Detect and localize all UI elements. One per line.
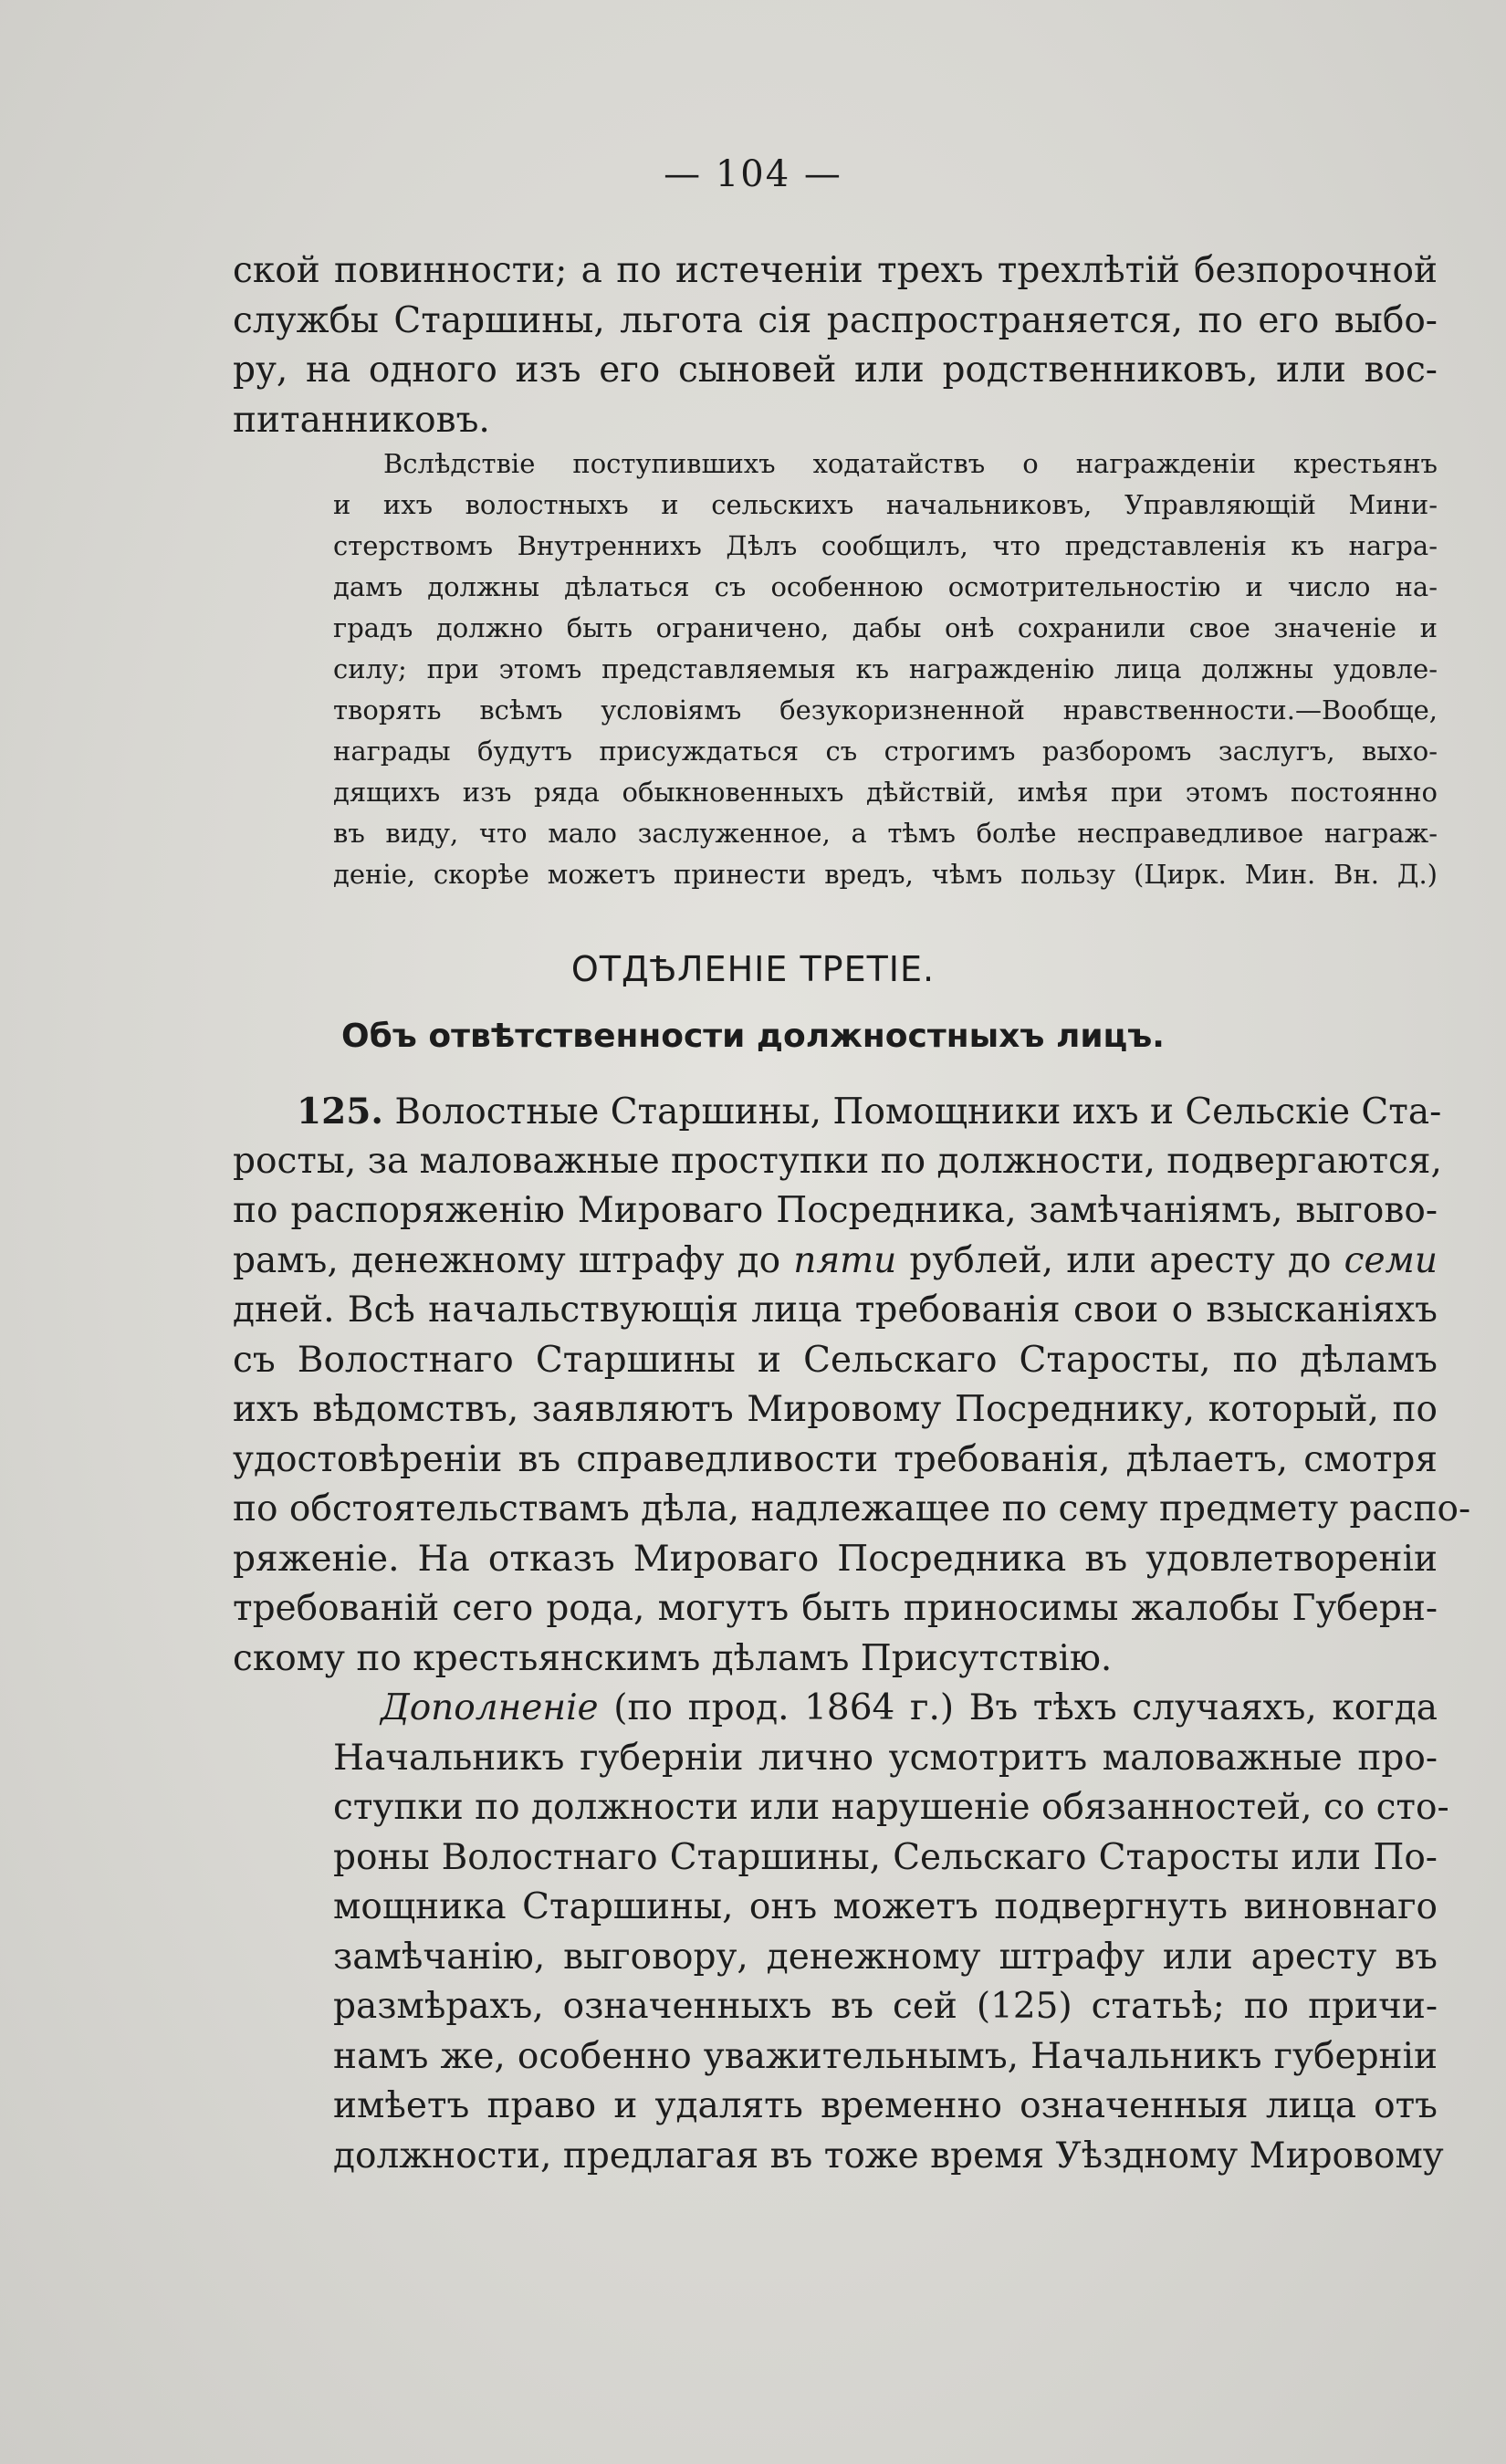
text-line: 125. Волостные Старшины, Помощники ихъ и Сельскіе Ста-	[297, 1091, 1442, 1133]
text-line: дамъ должны дѣлаться съ особенною осмотрительностію и число на-	[333, 571, 1438, 602]
text-line: размѣрахъ, означенныхъ въ сей (125) статьѣ; по причи-	[333, 1986, 1438, 2027]
text-line: мощника Старшины, онъ можетъ подвергнуть виновнаго	[333, 1886, 1438, 1927]
text-line: намъ же, особенно уважительнымъ, Начальникъ губерніи	[333, 2035, 1438, 2077]
note-paragraph	[333, 444, 1438, 895]
supplement-label: Дополненіе	[381, 1687, 599, 1728]
text-line: скому по крестьянскимъ дѣламъ Присутствію.	[233, 1637, 1113, 1679]
text-line: ряженіе. На отказъ Мироваго Посредника въ удовлетвореніи	[233, 1538, 1438, 1580]
text-line: замѣчанію, выговору, денежному штрафу или аресту въ	[333, 1936, 1438, 1978]
text-line: ской повинности; а по истеченіи трехъ трехлѣтій безпорочной	[233, 250, 1438, 291]
text-line: въ виду, что мало заслуженное, а тѣмъ болѣе несправедливое награж-	[333, 818, 1438, 849]
text-line: роны Волостнаго Старшины, Сельскаго Старосты или По-	[333, 1836, 1438, 1878]
text-line: ступки по должности или нарушеніе обязанностей, со сто-	[333, 1787, 1449, 1828]
text-line: съ Волостнаго Старшины и Сельскаго Старосты, по дѣламъ	[233, 1339, 1438, 1381]
text-line: стерствомъ Внутреннихъ Дѣлъ сообщилъ, что представленія къ награ-	[333, 530, 1438, 561]
text-line: рамъ, денежному штрафу до пяти рублей, или аресту до семи	[233, 1239, 1438, 1281]
text-line: требованій сего рода, могутъ быть приносимы жалобы Губерн-	[233, 1588, 1438, 1629]
text-line: росты, за маловажные проступки по должности, подвергаются,	[233, 1140, 1442, 1182]
supplement-paragraph	[333, 1684, 1449, 2181]
section-subtitle: Объ отвѣтственности должностныхъ лицъ.	[341, 1018, 1165, 1055]
text-line: удостовѣреніи въ справедливости требованія, дѣлаетъ, смотря	[233, 1438, 1438, 1480]
text-line: службы Старшины, льгота сія распространяется, по его выбо-	[233, 299, 1438, 341]
text-line: ру, на одного изъ его сыновей или родственниковъ, или вос-	[233, 350, 1438, 391]
text-line: по распоряженію Мироваго Посредника, замѣчаніямъ, выгово-	[233, 1190, 1438, 1231]
text-line: дней. Всѣ начальствующія лица требованія свои о взысканіяхъ	[233, 1289, 1438, 1331]
text-line: питанниковъ.	[233, 399, 490, 441]
text-line: награды будутъ присуждаться съ строгимъ разборомъ заслугъ, выхо-	[333, 736, 1438, 767]
section-title: ОТДѢЛЕНІЕ ТРЕТІЕ.	[570, 949, 936, 989]
article-number: 125.	[297, 1091, 383, 1133]
continuation-paragraph	[233, 246, 1438, 445]
text-line: деніе, скорѣе можетъ принести вредъ, чѣмъ пользу (Цирк. Мин. Вн. Д.)	[333, 859, 1438, 890]
article-125	[233, 1087, 1471, 1684]
text-line: градъ должно быть ограничено, дабы онѣ сохранили свое значеніе и	[333, 612, 1438, 643]
text-line: ихъ вѣдомствъ, заявляютъ Мировому Посреднику, который, по	[233, 1389, 1438, 1430]
text-line: по обстоятельствамъ дѣла, надлежащее по сему предмету распо-	[233, 1488, 1471, 1530]
text-line: дящихъ изъ ряда обыкновенныхъ дѣйствій, имѣя при этомъ постоянно	[333, 777, 1438, 808]
text-line: Начальникъ губерніи лично усмотритъ маловажные про-	[333, 1737, 1438, 1779]
text-line: творять всѣмъ условіямъ безукоризненной нравственности.—Вообще,	[333, 694, 1438, 726]
text-line: Дополненіе (по прод. 1864 г.) Въ тѣхъ случаяхъ, когда	[381, 1687, 1438, 1728]
text-line: должности, предлагая въ тоже время Уѣздному Мировому	[333, 2135, 1444, 2177]
page-number: — 104 —	[664, 153, 842, 195]
text-line: Вслѣдствіе поступившихъ ходатайствъ о награжденіи крестьянъ	[383, 448, 1438, 479]
text-line: силу; при этомъ представляемыя къ награжденію лица должны удовле-	[333, 653, 1438, 684]
text-line: и ихъ волостныхъ и сельскихъ начальниковъ, Управляющій Мини-	[333, 489, 1438, 520]
text-line: имѣетъ право и удалять временно означенныя лица отъ	[333, 2085, 1438, 2126]
